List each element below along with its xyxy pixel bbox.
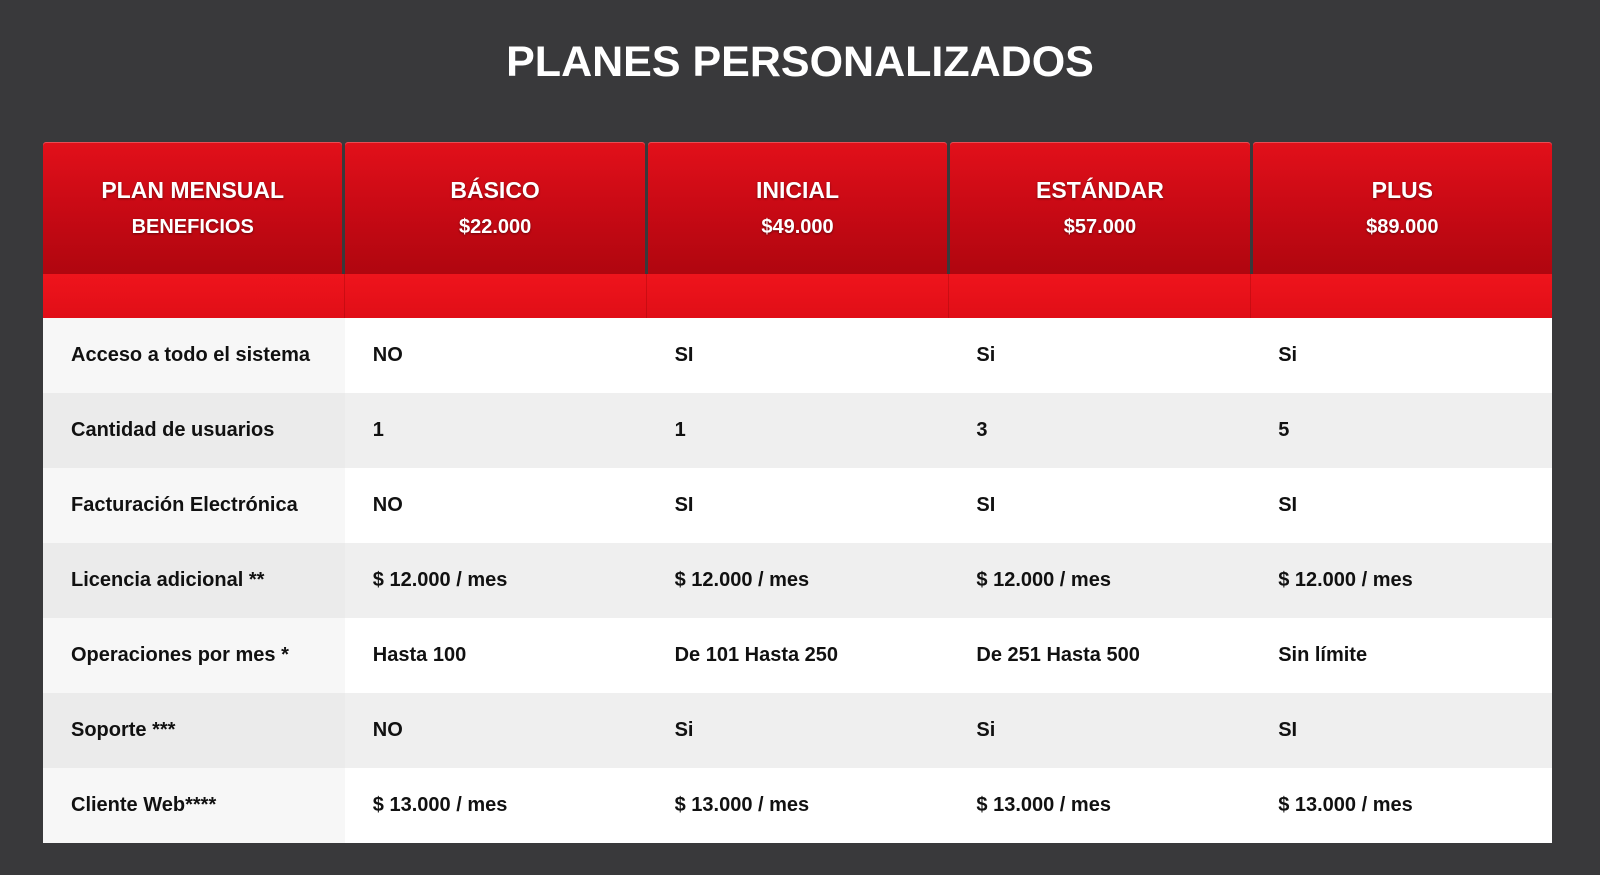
table-cell: $ 13.000 / mes bbox=[345, 768, 647, 843]
pricing-table bbox=[43, 142, 1552, 843]
row-label: Acceso a todo el sistema bbox=[43, 318, 345, 393]
table-cell: SI bbox=[948, 468, 1250, 543]
row-label: Cliente Web**** bbox=[43, 768, 345, 843]
row-label: Cantidad de usuarios bbox=[43, 393, 345, 468]
page-title: PLANES PERSONALIZADOS bbox=[506, 37, 1094, 86]
band-cell bbox=[43, 274, 344, 318]
table-cell: SI bbox=[647, 468, 949, 543]
table-cell: $ 12.000 / mes bbox=[1250, 543, 1552, 618]
table-cell: $ 12.000 / mes bbox=[345, 543, 647, 618]
table-cell: SI bbox=[1250, 468, 1552, 543]
band-cell bbox=[344, 274, 646, 318]
table-row-cliente-web bbox=[43, 768, 1552, 843]
header-accent-band bbox=[43, 274, 1552, 318]
header-plan-estandar bbox=[950, 142, 1249, 274]
table-cell: 3 bbox=[948, 393, 1250, 468]
table-cell: Sin límite bbox=[1250, 618, 1552, 693]
table-row-soporte bbox=[43, 693, 1552, 768]
plan-price: $57.000 bbox=[1063, 216, 1137, 238]
table-cell: NO bbox=[345, 693, 647, 768]
header-sub: BENEFICIOS bbox=[131, 216, 254, 238]
table-cell: NO bbox=[345, 318, 647, 393]
plan-price: $89.000 bbox=[1366, 216, 1439, 238]
band-cell bbox=[948, 274, 1250, 318]
table-row-acceso bbox=[43, 318, 1552, 393]
table-cell: 1 bbox=[647, 393, 949, 468]
table-cell: 1 bbox=[345, 393, 647, 468]
plan-name: ESTÁNDAR bbox=[1036, 177, 1164, 203]
table-cell: Si bbox=[948, 318, 1250, 393]
row-label: Facturación Electrónica bbox=[43, 468, 345, 543]
table-cell: $ 13.000 / mes bbox=[1250, 768, 1552, 843]
table-cell: SI bbox=[647, 318, 949, 393]
table-cell: $ 12.000 / mes bbox=[948, 543, 1250, 618]
band-cell bbox=[1250, 274, 1552, 318]
table-cell: $ 13.000 / mes bbox=[948, 768, 1250, 843]
table-cell: Si bbox=[647, 693, 949, 768]
row-label: Soporte *** bbox=[43, 693, 345, 768]
header-benefits bbox=[43, 142, 342, 274]
plan-name: PLUS bbox=[1371, 177, 1433, 203]
table-row-facturacion bbox=[43, 468, 1552, 543]
table-row-operaciones bbox=[43, 618, 1552, 693]
band-cell bbox=[646, 274, 948, 318]
table-cell: 5 bbox=[1250, 393, 1552, 468]
table-cell: $ 12.000 / mes bbox=[647, 543, 949, 618]
header-plan-inicial bbox=[648, 142, 947, 274]
header-plan-plus bbox=[1253, 142, 1552, 274]
header-plan-basico bbox=[345, 142, 644, 274]
table-row-usuarios bbox=[43, 393, 1552, 468]
table-row-licencia bbox=[43, 543, 1552, 618]
row-label: Operaciones por mes * bbox=[43, 618, 345, 693]
table-cell: De 101 Hasta 250 bbox=[647, 618, 949, 693]
plan-name: BÁSICO bbox=[450, 177, 540, 203]
header-name: PLAN MENSUAL bbox=[101, 177, 285, 203]
table-cell: De 251 Hasta 500 bbox=[948, 618, 1250, 693]
table-cell: SI bbox=[1250, 693, 1552, 768]
plan-name: INICIAL bbox=[755, 177, 840, 203]
table-cell: $ 13.000 / mes bbox=[647, 768, 949, 843]
plan-price: $49.000 bbox=[761, 216, 834, 238]
table-cell: Si bbox=[948, 693, 1250, 768]
table-cell: Hasta 100 bbox=[345, 618, 647, 693]
row-label: Licencia adicional ** bbox=[43, 543, 345, 618]
table-cell: Si bbox=[1250, 318, 1552, 393]
table-header-row bbox=[43, 142, 1552, 274]
plan-price: $22.000 bbox=[458, 216, 532, 238]
table-cell: NO bbox=[345, 468, 647, 543]
